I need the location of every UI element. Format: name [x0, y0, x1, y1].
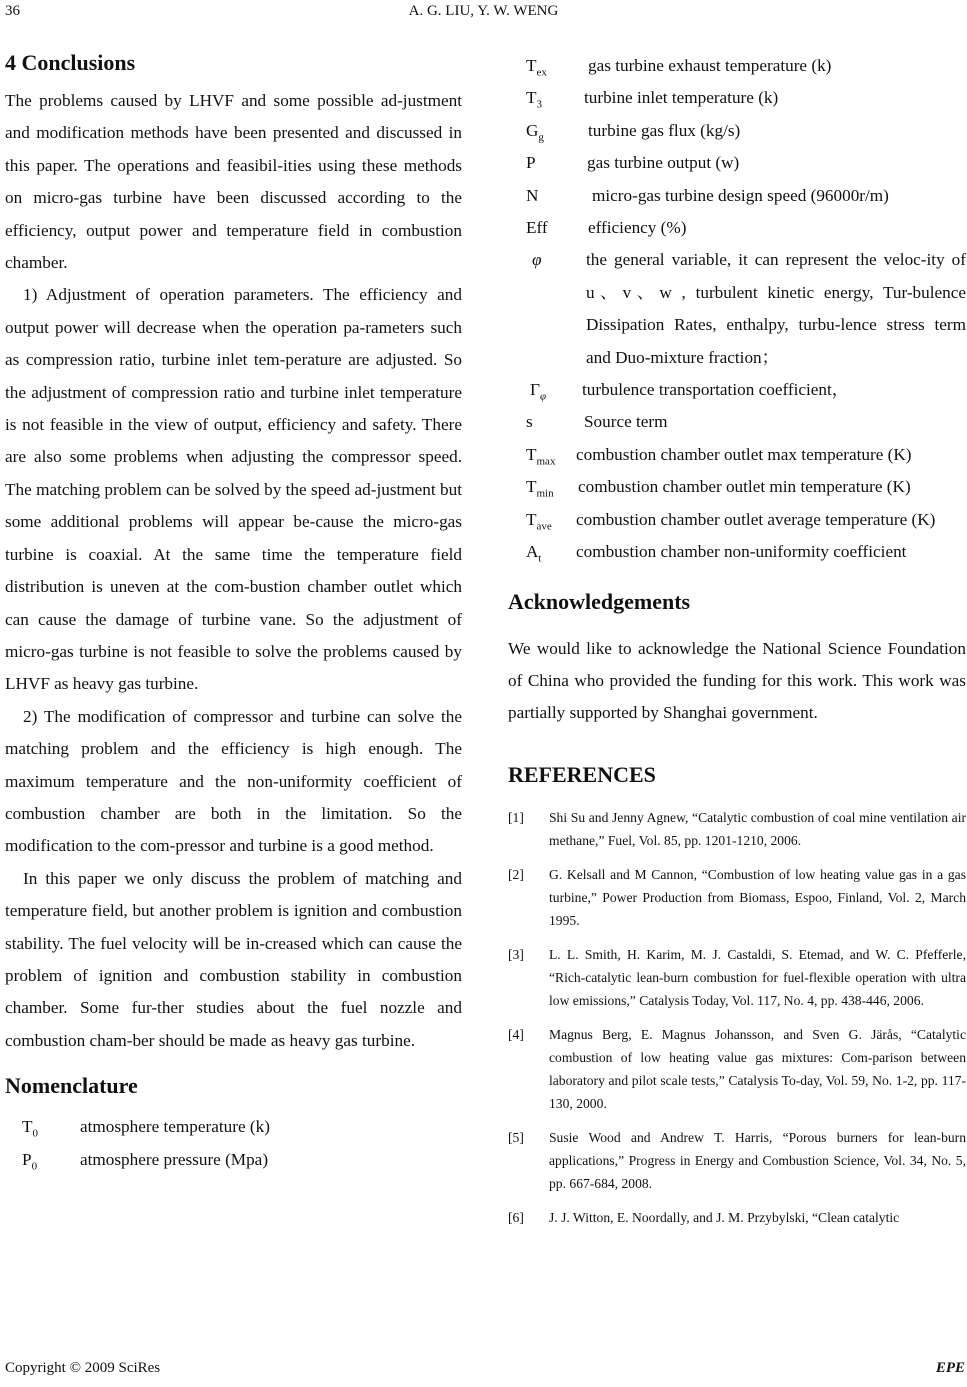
nomenclature-definition: turbine inlet temperature (k)	[584, 88, 779, 108]
reference-item	[508, 1126, 966, 1195]
nomenclature-symbol: $G_g$	[526, 120, 544, 144]
nomenclature-symbol: $T_{max}$	[526, 444, 556, 468]
nomenclature-symbol: $T_{ex}$	[526, 56, 547, 79]
page-footer	[5, 1360, 965, 1380]
nomenclature-definition: Source term	[584, 412, 668, 432]
nomenclature-definition: atmosphere temperature (k)	[80, 1117, 270, 1137]
reference-number: [4]	[508, 1026, 524, 1042]
reference-text: Susie Wood and Andrew T. Harris, “Porous burners for lean-burn applications,” Progress in Energy and Combustion Science, Vol. 34, No. 5, pp. 667-684, 2008.	[549, 1129, 966, 1191]
reference-number: [6]	[508, 1209, 524, 1225]
nomenclature-item	[526, 115, 966, 147]
nomenclature-item	[526, 374, 966, 406]
nomenclature-item	[526, 504, 966, 536]
nomenclature-symbol: $P_0$	[22, 1149, 38, 1173]
nomenclature-definition: combustion chamber outlet max temperature (K)	[576, 444, 912, 464]
nomenclature-item	[526, 50, 966, 82]
phi-symbol: φ	[532, 250, 542, 270]
nomenclature-item	[526, 471, 966, 503]
reference-text: Magnus Berg, E. Magnus Johansson, and Sven G. Järås, “Catalytic combustion of low heating value gas mixtures: Com-parison between laboratory and pilot scale tests,” Catalysis To-day, Vol. 59, No. 1-2, pp. 117-130, 2000.	[549, 1026, 966, 1111]
nomenclature-symbol: s	[526, 412, 533, 432]
nomenclature-symbol: Eff	[526, 218, 548, 238]
page-header	[0, 3, 967, 23]
nomenclature-definition: efficiency (%)	[588, 218, 687, 238]
reference-text: Shi Su and Jenny Agnew, “Catalytic combustion of coal mine ventilation air methane,” Fuel, Vol. 85, pp. 1201-1210, 2006.	[549, 809, 966, 848]
reference-item	[508, 1206, 966, 1229]
running-head-authors: A. G. LIU, Y. W. WENG	[408, 3, 559, 19]
nomenclature-symbol: $T_{min}$	[526, 477, 554, 500]
reference-item	[508, 806, 966, 852]
nomenclature-item	[526, 212, 966, 244]
conclusions-paragraph: 2) The modification of compressor and turbine can solve the matching problem and the efficiency is high enough. The maximum temperature and the non-uniformity coefficient of combustion chamber are both in the limitation. So the modification to the com-pressor and turbine is a good method.	[5, 706, 462, 856]
nomenclature-definition: turbine gas flux (kg/s)	[588, 120, 741, 140]
nomenclature-definition: gas turbine output (w)	[587, 153, 740, 173]
nomenclature-definition: gas turbine exhaust temperature (k)	[588, 56, 832, 75]
nomenclature-item	[526, 439, 966, 471]
nomenclature-symbol: $T_0$	[22, 1117, 38, 1140]
nomenclature-item	[22, 1111, 462, 1143]
page-number: 36	[5, 3, 20, 19]
nomenclature-symbol: $T_{ave}$	[526, 509, 552, 533]
reference-item	[508, 943, 966, 1012]
reference-text: J. J. Witton, E. Noordally, and J. M. Przybylski, “Clean catalytic	[549, 1209, 900, 1225]
nomenclature-item	[526, 406, 966, 438]
nomenclature-item	[526, 244, 966, 374]
nomenclature-symbol: $A_t$	[526, 542, 542, 565]
nomenclature-item	[526, 147, 966, 179]
nomenclature-definition: atmosphere pressure (Mpa)	[80, 1149, 269, 1169]
right-column	[508, 50, 966, 1240]
conclusions-paragraph: In this paper we only discuss the problem of matching and temperature field, but another problem is ignition and combustion stability. The fuel velocity will be in-creased which can cause the problem of ignition and combustion stability in combustion chamber. Some fur-ther studies about the fuel nozzle and combustion cham-ber should be made as heavy gas turbine.	[5, 868, 462, 1050]
acknowledgements-text: We would like to acknowledge the National Science Foundation of China who provided the funding for this work. This work was partially supported by Shanghai government.	[508, 638, 966, 723]
reference-number: [5]	[508, 1129, 524, 1145]
conclusions-paragraph: 1) Adjustment of operation parameters. The efficiency and output power will decrease when the operation pa-rameters such as compression ratio, turbine inlet tem-perature are adjusted. So the adjustment of compression ratio and turbine inlet temperature is not feasible in the view of output, efficiency and safety. There are also some problems when adjusting the compressor speed. The matching problem can be solved by the speed ad-justment but some additional problems will appear be-cause the micro-gas turbine is coaxial. At the same time the temperature field distribution is uneven at the com-bustion chamber outlet which can cause the damage of turbine vane. So the adjustment of micro-gas turbine is not feasible to solve the problems caused by LHVF as heavy gas turbine.	[5, 285, 462, 694]
reference-item	[508, 1023, 966, 1115]
nomenclature-heading: Nomenclature	[5, 1073, 138, 1099]
conclusions-heading: 4 Conclusions	[5, 50, 136, 75]
nomenclature-definition: combustion chamber outlet min temperature (K)	[578, 477, 911, 497]
nomenclature-definition: combustion chamber non-uniformity coefficient	[576, 542, 907, 562]
nomenclature-list-left	[5, 1111, 462, 1176]
nomenclature-definition: the general variable, it can represent the veloc-ity of u、v、w , turbulent kinetic energy, Tur-bulence Dissipation Rates, enthalpy, turbu-lence stress term and Duo-mixture fraction；	[586, 250, 966, 367]
nomenclature-item	[22, 1144, 462, 1176]
reference-text: L. L. Smith, H. Karim, M. J. Castaldi, S. Etemad, and W. C. Pfefferle, “Rich-catalytic lean-burn combustion for fuel-flexible operation with ultra low emissions,” Catalysis Today, Vol. 117, No. 4, pp. 438-446, 2006.	[549, 946, 966, 1008]
nomenclature-symbol: P	[526, 153, 536, 173]
nomenclature-item	[526, 180, 966, 212]
nomenclature-definition: micro-gas turbine design speed (96000r/m)	[592, 185, 889, 205]
nomenclature-item	[526, 82, 966, 114]
reference-number: [1]	[508, 809, 524, 825]
acknowledgements-heading: Acknowledgements	[508, 588, 691, 614]
nomenclature-symbol: $T_3$	[526, 88, 542, 111]
references-heading: REFERENCES	[508, 761, 656, 787]
nomenclature-definition: combustion chamber outlet average temperature (K)	[576, 509, 936, 529]
references-list	[508, 806, 966, 1229]
reference-number: [3]	[508, 946, 524, 962]
nomenclature-list-right	[508, 50, 966, 569]
copyright-notice: Copyright © 2009 SciRes	[5, 1360, 161, 1376]
conclusions-paragraph: The problems caused by LHVF and some possible ad-justment and modification methods have been presented and discussed in this paper. The operations and feasibil-ities using these methods on micro-gas turbine have been discussed according to the efficiency, output power and temperature field in combustion chamber.	[5, 91, 462, 273]
nomenclature-symbol: N	[526, 185, 539, 205]
gamma-symbol: $\Gamma_\varphi$	[530, 380, 547, 403]
reference-item	[508, 863, 966, 932]
journal-abbrev: EPE	[935, 1360, 965, 1376]
reference-text: G. Kelsall and M Cannon, “Combustion of low heating value gas in a gas turbine,” Power Production from Biomass, Espoo, Finland, Vol. 2, March 1995.	[549, 866, 966, 928]
left-column	[5, 46, 462, 1176]
nomenclature-definition: turbulence transportation coefficient，	[582, 380, 849, 400]
nomenclature-item	[526, 536, 966, 568]
reference-number: [2]	[508, 866, 524, 882]
